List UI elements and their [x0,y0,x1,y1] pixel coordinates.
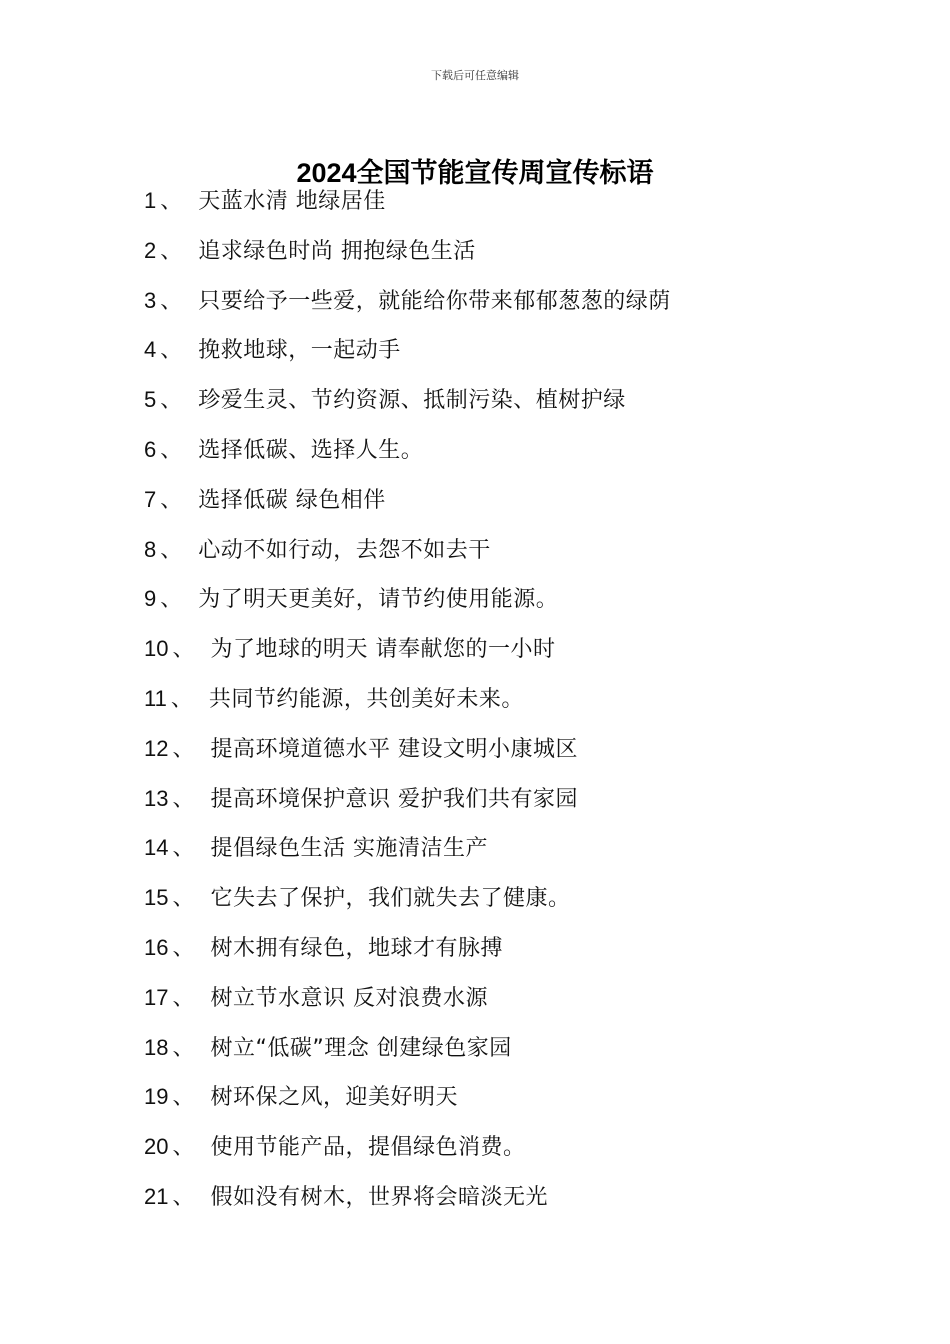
slogan-list [144,182,904,1228]
item-text: 天蓝水清 地绿居佳 [198,189,386,214]
list-item [144,182,904,232]
list-item [144,232,904,282]
item-number: 1 [144,188,157,213]
item-separator: 、 [172,1184,195,1210]
item-separator: 、 [172,985,195,1011]
item-text: 提倡绿色生活 实施清洁生产 [210,836,488,862]
item-number: 18 [144,1034,169,1060]
item-text: 假如没有树木，世界将会暗淡无光 [210,1184,549,1210]
list-item [144,929,904,979]
list-item [144,331,904,381]
item-number: 14 [144,835,169,861]
item-number: 6 [144,436,157,462]
item-text: 为了地球的明天 请奉献您的一小时 [210,637,556,663]
list-item [144,580,904,630]
item-number: 10 [144,636,169,662]
item-separator: 、 [160,189,183,214]
list-item [144,1178,904,1228]
document-title: 2024全国节能宣传周宣传标语 [296,158,654,189]
list-item [144,431,904,481]
item-number: 12 [144,735,169,761]
item-text: 追求绿色时尚 拥抱绿色生活 [198,238,476,264]
item-separator: 、 [172,1035,195,1061]
item-number: 15 [144,885,169,911]
item-separator: 、 [172,1135,195,1161]
item-text: 它失去了保护，我们就失去了健康。 [210,886,571,912]
item-number: 2 [144,237,157,263]
list-item [144,381,904,431]
item-number: 19 [144,1084,169,1110]
list-item [144,1078,904,1128]
list-item [144,680,904,730]
item-text: 使用节能产品，提倡绿色消费。 [210,1135,526,1161]
item-separator: 、 [160,288,183,314]
list-item [144,879,904,929]
item-text: 提高环境道德水平 建设文明小康城区 [210,736,578,762]
item-number: 13 [144,785,169,811]
item-text: 只要给予一些爱，就能给你带来郁郁葱葱的绿荫 [198,288,671,314]
item-number: 4 [144,337,157,363]
item-number: 5 [144,387,157,413]
item-number: 7 [144,486,157,512]
item-number: 9 [144,586,157,612]
item-separator: 、 [172,637,195,663]
item-text: 树环保之风，迎美好明天 [210,1085,459,1111]
item-number: 11 [144,685,167,711]
item-separator: 、 [160,587,183,613]
item-text: 选择低碳、选择人生。 [198,437,424,463]
list-item [144,531,904,581]
item-separator: 、 [170,686,193,712]
item-text: 树立节水意识 反对浪费水源 [210,985,488,1011]
list-item [144,780,904,830]
list-item [144,630,904,680]
list-item [144,979,904,1029]
item-text: 选择低碳 绿色相伴 [198,487,386,513]
item-text: 挽救地球，一起动手 [198,338,401,364]
list-item [144,829,904,879]
item-text: 树立“低碳”理念 创建绿色家园 [210,1035,512,1061]
item-separator: 、 [172,786,195,812]
item-number: 20 [144,1134,169,1160]
item-separator: 、 [172,836,195,862]
item-number: 16 [144,934,169,960]
item-separator: 、 [172,736,195,762]
item-text: 心动不如行动，去怨不如去干 [198,537,491,563]
list-item [144,1128,904,1178]
item-number: 8 [144,536,157,562]
item-text: 树木拥有绿色，地球才有脉搏 [210,935,504,961]
item-number: 3 [144,287,157,313]
item-text: 提高环境保护意识 爱护我们共有家园 [210,786,578,812]
item-number: 17 [144,984,169,1010]
item-separator: 、 [172,1085,195,1111]
list-item [144,481,904,531]
item-separator: 、 [160,338,183,364]
item-separator: 、 [160,388,183,414]
item-separator: 、 [172,886,195,912]
list-item [144,730,904,780]
list-item [144,282,904,332]
item-separator: 、 [160,238,183,264]
item-separator: 、 [160,487,183,513]
item-text: 共同节约能源，共创美好未来。 [208,686,524,712]
item-text: 珍爱生灵、节约资源、抵制污染、植树护绿 [198,388,626,414]
list-item [144,1029,904,1079]
page-header-note: 下载后可任意编辑 [431,69,519,82]
item-separator: 、 [172,935,195,961]
item-text: 为了明天更美好，请节约使用能源。 [198,587,559,613]
item-separator: 、 [160,537,183,563]
item-separator: 、 [160,437,183,463]
item-number: 21 [144,1183,169,1209]
